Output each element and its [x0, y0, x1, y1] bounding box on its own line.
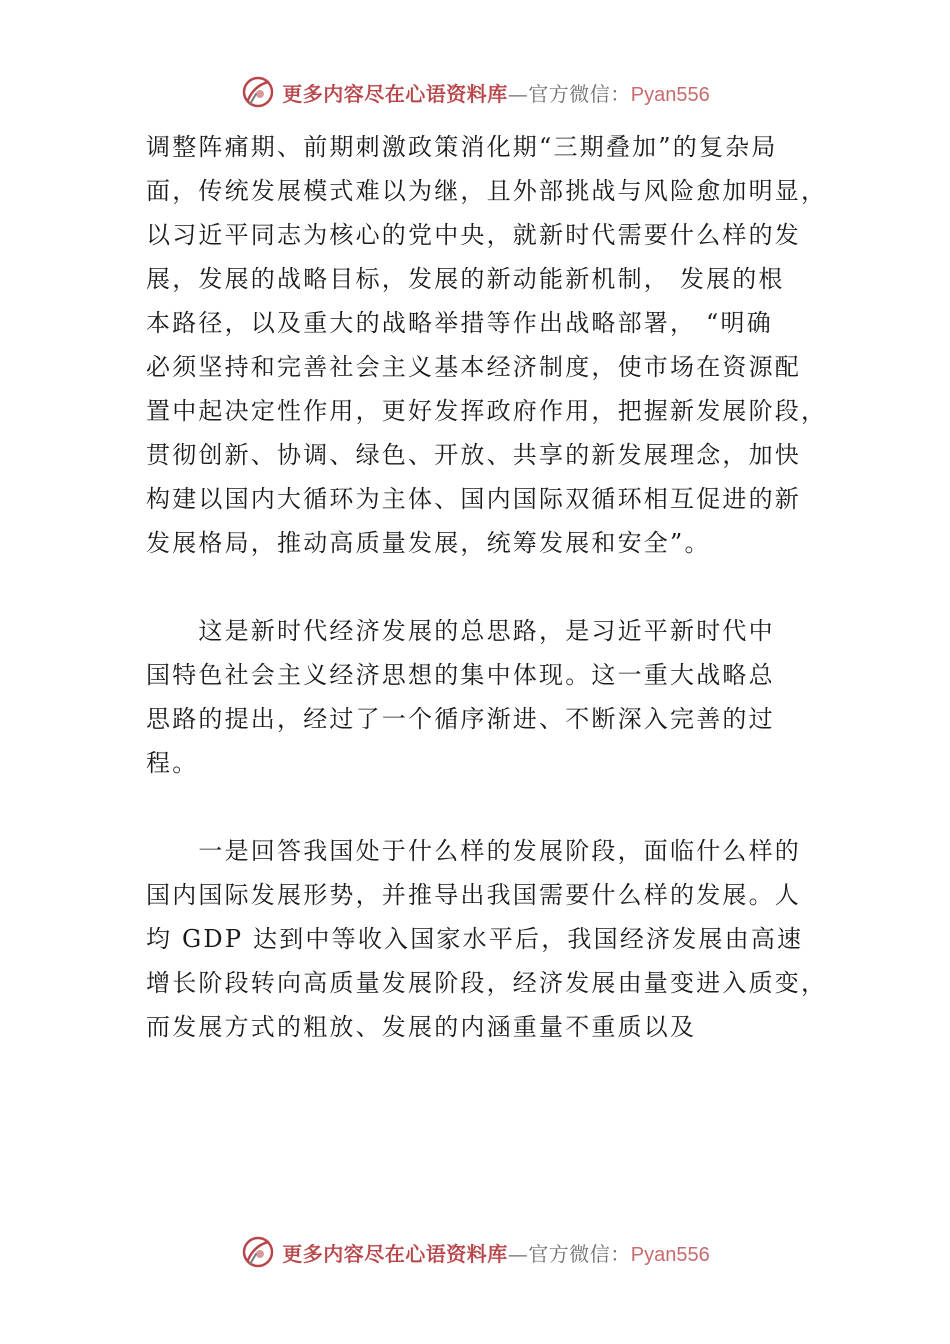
- text-line: 发展格局，推动高质量发展，统筹发展和安全”。: [146, 529, 711, 557]
- text-line: 必须坚持和完善社会主义基本经济制度，使市场在资源配: [146, 353, 801, 381]
- text-line: 均 GDP 达到中等收入国家水平后，我国经济发展由高速: [146, 925, 804, 953]
- footer-watermark-text: 更多内容尽在心语资料库: [282, 1241, 508, 1266]
- logo-icon: [240, 1234, 276, 1270]
- header-watermark: [0, 70, 950, 114]
- footer-watermark-id: Pyan556: [630, 1243, 710, 1266]
- text-line: 展，发展的战略目标，发展的新动能新机制， 发展的根: [146, 265, 785, 293]
- text-line: 面，传统发展模式难以为继，且外部挑战与风险愈加明显，: [146, 177, 828, 205]
- paragraph-gap: [146, 785, 846, 829]
- text-line: 这是新时代经济发展的总思路，是习近平新时代中: [146, 617, 775, 645]
- text-line: 构建以国内大循环为主体、国内国际双循环相互促进的新: [146, 485, 801, 513]
- text-line: 本路径，以及重大的战略举措等作出战略部署， “明确: [146, 309, 773, 337]
- footer-watermark-separator: —官方微信：: [507, 1241, 631, 1266]
- document-body: [146, 125, 846, 1049]
- text-line: 以习近平同志为核心的党中央，就新时代需要什么样的发: [146, 221, 801, 249]
- text-line: 程。: [146, 749, 199, 777]
- text-line: 置中起决定性作用，更好发挥政府作用，把握新发展阶段，: [146, 397, 828, 425]
- logo-icon: [240, 74, 276, 110]
- text-line: 思路的提出，经过了一个循序渐进、不断深入完善的过: [146, 705, 775, 733]
- text-line: 而发展方式的粗放、发展的内涵重量不重质以及: [146, 1013, 697, 1041]
- text-line: 调整阵痛期、前期刺激政策消化期“三期叠加”的复杂局: [146, 133, 778, 161]
- header-watermark-separator: —官方微信：: [507, 81, 631, 106]
- text-line: 贯彻创新、协调、绿色、开放、共享的新发展理念，加快: [146, 441, 801, 469]
- paragraph-3: [146, 829, 846, 1049]
- text-line: 增长阶段转向高质量发展阶段，经济发展由量变进入质变，: [146, 969, 828, 997]
- header-watermark-text: 更多内容尽在心语资料库: [282, 81, 508, 106]
- footer-watermark: [0, 1230, 950, 1274]
- text-line: 国特色社会主义经济思想的集中体现。这一重大战略总: [146, 661, 775, 689]
- text-line: 一是回答我国处于什么样的发展阶段，面临什么样的: [146, 837, 801, 865]
- text-line: 国内国际发展形势，并推导出我国需要什么样的发展。人: [146, 881, 801, 909]
- paragraph-gap: [146, 565, 846, 609]
- paragraph-2: [146, 609, 846, 785]
- paragraph-1: [146, 125, 846, 565]
- header-watermark-id: Pyan556: [630, 83, 710, 106]
